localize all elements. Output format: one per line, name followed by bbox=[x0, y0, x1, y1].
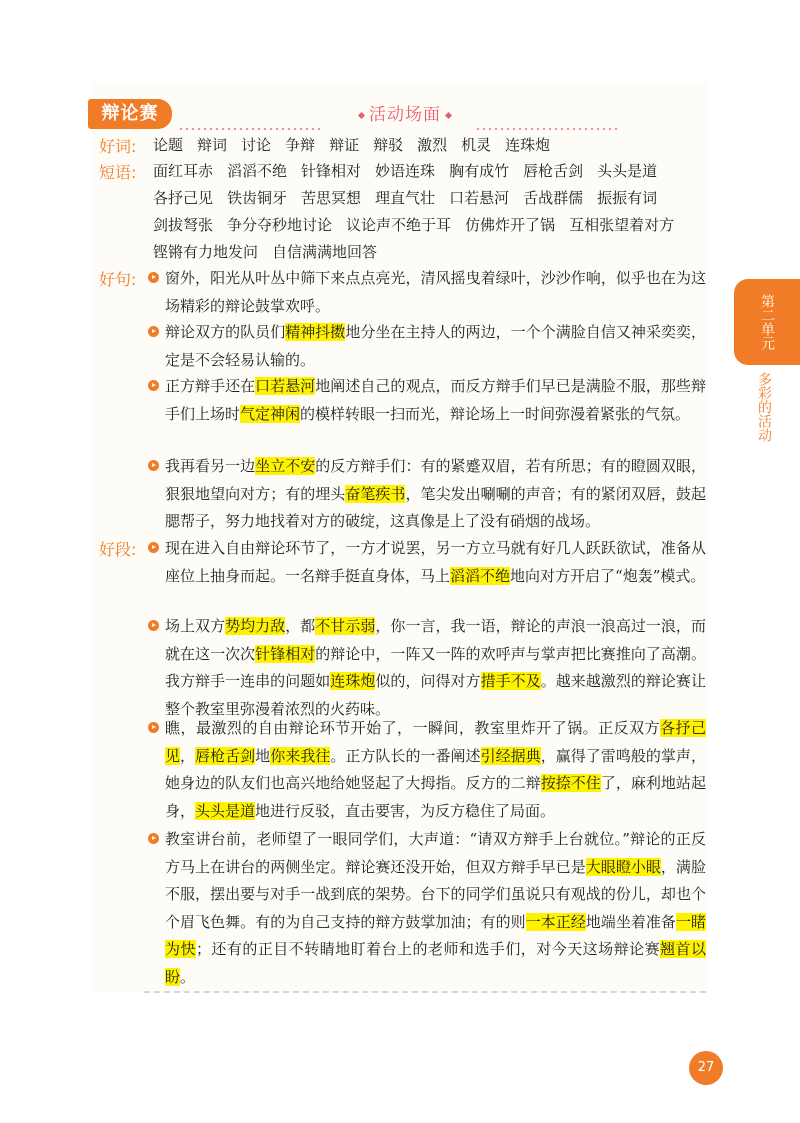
unit-tab[interactable]: 第二单元 bbox=[734, 279, 800, 365]
term: 仿佛炸开了锅 bbox=[465, 216, 556, 234]
highlighted-phrase: 大眼瞪小眼 bbox=[585, 857, 661, 876]
term: 剑拔弩张 bbox=[153, 216, 214, 234]
text-segment: 的辩论中，一阵又一阵的欢呼声与掌声把比赛推向了高潮。我方辩手一连串的问题如 bbox=[165, 644, 706, 690]
highlighted-phrase: 口若悬河 bbox=[255, 377, 316, 395]
sentence-item bbox=[150, 453, 706, 536]
text-segment: 地端坐着准备 bbox=[585, 912, 676, 931]
term: 议论声不绝于耳 bbox=[346, 216, 452, 234]
highlighted-phrase: 连珠炮 bbox=[330, 672, 376, 690]
sentence-item bbox=[150, 319, 706, 374]
text-segment: 似的，问得对方 bbox=[375, 672, 481, 690]
term: 铁齿铜牙 bbox=[227, 189, 288, 207]
highlighted-phrase: 措手不及 bbox=[480, 672, 541, 690]
phrases-row-1 bbox=[153, 160, 671, 182]
highlighted-phrase: 你来我往 bbox=[270, 746, 331, 765]
term: 论题 bbox=[153, 136, 184, 154]
paragraphs-label: 好段: bbox=[99, 540, 137, 559]
highlighted-phrase: 引经据典 bbox=[480, 746, 541, 765]
play-bullet-icon bbox=[148, 380, 159, 391]
term: 辩词 bbox=[197, 136, 228, 154]
text-segment: 的模样转眼一扫而光，辩论场上一时间弥漫着紧张的气氛。 bbox=[300, 404, 691, 423]
paragraph-item bbox=[150, 535, 706, 590]
term: 争分夺秒地讨论 bbox=[227, 216, 333, 234]
highlighted-phrase: 气定神闲 bbox=[240, 404, 301, 423]
diamond-icon bbox=[358, 111, 365, 118]
text-segment: 我再看另一边 bbox=[165, 457, 256, 475]
text-segment: ，都 bbox=[285, 617, 316, 635]
term: 自信满满地回答 bbox=[272, 243, 378, 261]
highlighted-phrase: 势均力敌 bbox=[225, 617, 286, 635]
text-segment: 的反方辩手们：有的紧蹙双眉，若有所思；有的瞪圆双眼，狠狠地望向对方；有的埋头 bbox=[165, 457, 706, 503]
text-segment: 窗外，阳光从叶丛中筛下来点点亮光，清风摇曳着绿叶，沙沙作响，似乎也在为这场精彩的辩论鼓掌欢呼。 bbox=[165, 269, 706, 315]
text-segment: ，笔尖发出唰唰的声音；有的紧闭双唇，鼓起腮帮子，努力地找着对方的破绽，这真像是上了没有硝烟的战场。 bbox=[165, 484, 706, 530]
text-segment: 。越来越激烈的辩论赛让整个教室里弥漫着浓烈的火药味。 bbox=[165, 672, 706, 718]
play-bullet-icon bbox=[148, 542, 159, 553]
term: 苦思冥想 bbox=[301, 189, 362, 207]
term: 理直气壮 bbox=[375, 189, 436, 207]
highlighted-phrase: 头头是道 bbox=[195, 801, 256, 820]
term: 胸有成竹 bbox=[449, 162, 510, 180]
text-segment: 地进行反驳，直击要害，为反方稳住了局面。 bbox=[255, 801, 556, 820]
term: 讨论 bbox=[241, 136, 272, 154]
term: 争辩 bbox=[285, 136, 316, 154]
term: 妙语连珠 bbox=[375, 162, 436, 180]
phrases-row-2 bbox=[153, 187, 671, 209]
play-bullet-icon bbox=[148, 326, 159, 337]
highlighted-phrase: 针锋相对 bbox=[255, 644, 316, 663]
phrases-row-4 bbox=[153, 241, 391, 263]
term: 口若悬河 bbox=[449, 189, 510, 207]
term: 头头是道 bbox=[597, 162, 658, 180]
text-segment: 地分坐在主持人的两边，一个个满脸自信又神采奕奕，定是不会轻易认输的。 bbox=[165, 323, 706, 369]
text-segment: 地向对方开启了“炮轰”模式。 bbox=[510, 566, 706, 585]
title-rule-left bbox=[178, 128, 323, 130]
diamond-icon bbox=[445, 111, 452, 118]
highlighted-phrase: 坐立不安 bbox=[255, 457, 316, 475]
highlighted-phrase: 一睹为快 bbox=[165, 912, 706, 958]
text-segment: 瞧，最激烈的自由辩论环节开始了，一瞬间，教室里炸开了锅。正反双方 bbox=[165, 719, 661, 737]
vocab-label: 好词: bbox=[99, 137, 137, 156]
text-segment: 地 bbox=[255, 746, 271, 765]
term: 唇枪舌剑 bbox=[523, 162, 584, 180]
highlighted-phrase: 按捺不住 bbox=[540, 774, 601, 792]
vocab-words bbox=[153, 134, 564, 156]
text-segment: ，赢得了雷鸣般的掌声，她身边的队友们也高兴地给她竖起了大拇指。反方的二辩 bbox=[165, 746, 706, 792]
term: 连珠炮 bbox=[505, 136, 551, 154]
text-segment: 辩论双方的队员们 bbox=[165, 323, 286, 341]
highlighted-phrase: 唇枪舌剑 bbox=[195, 746, 256, 765]
text-segment: 正方辩手还在 bbox=[165, 377, 256, 395]
highlighted-phrase: 滔滔不绝 bbox=[450, 566, 511, 585]
page-number: 27 bbox=[689, 1051, 723, 1085]
text-segment: 。正方队长的一番阐述 bbox=[330, 746, 481, 765]
sentence-item bbox=[150, 373, 706, 428]
highlighted-phrase: 一本正经 bbox=[525, 912, 586, 931]
highlighted-phrase: 奋笔疾书 bbox=[345, 484, 406, 503]
phrases-row-3 bbox=[153, 214, 688, 236]
text-segment: 现在进入自由辩论环节了，一方才说罢，另一方立马就有好几人跃跃欲试，准备从座位上抽身而起。一名辩手挺直身体，马上 bbox=[165, 539, 706, 585]
term: 辩证 bbox=[329, 136, 360, 154]
paragraph-item bbox=[150, 613, 706, 723]
section-title bbox=[340, 102, 470, 128]
term: 振振有词 bbox=[597, 189, 658, 207]
highlighted-phrase: 不甘示弱 bbox=[315, 617, 376, 635]
play-bullet-icon bbox=[148, 272, 159, 283]
text-segment: 了，麻利地站起身， bbox=[165, 774, 706, 820]
text-segment: ，你一言，我一语，辩论的声浪一浪高过一浪，而就在这一次次 bbox=[165, 617, 706, 663]
term: 铿锵有力地发问 bbox=[153, 243, 259, 261]
sentences-label: 好句: bbox=[99, 270, 137, 289]
sentence-item bbox=[150, 265, 706, 320]
section-tab: 辩论赛 bbox=[88, 99, 172, 129]
paragraph-item bbox=[150, 826, 706, 991]
paragraph-item bbox=[150, 715, 706, 825]
text-segment: 教室讲台前，老师望了一眼同学们，大声道：“请双方辩手上台就位。”辩论的正反方马上在讲台的两侧坐定。辩论赛还没开始，但双方辩手早已是 bbox=[165, 830, 706, 876]
term: 滔滔不绝 bbox=[227, 162, 288, 180]
highlighted-phrase: 精神抖擞 bbox=[285, 323, 346, 341]
text-segment: 地阐述自己的观点，而反方辩手们早已是满脸不服，那些辩手们上场时 bbox=[165, 377, 706, 423]
section-title-text: 活动场面 bbox=[369, 105, 441, 125]
play-bullet-icon bbox=[148, 620, 159, 631]
term: 舌战群儒 bbox=[523, 189, 584, 207]
unit-theme: 多彩的活动 bbox=[756, 372, 772, 442]
text-segment: ，满脸不服，摆出要与对手一战到底的架势。台下的同学们虽说只有观战的份儿，却也个个眉飞色舞。有的为自己支持的辩方鼓掌加油；有的则 bbox=[165, 857, 706, 931]
text-segment: ；还有的正目不转睛地盯着台上的老师和选手们，对今天这场辩论赛 bbox=[195, 940, 661, 958]
title-rule-right bbox=[475, 128, 620, 130]
play-bullet-icon bbox=[148, 722, 159, 733]
term: 面红耳赤 bbox=[153, 162, 214, 180]
text-segment: 场上双方 bbox=[165, 617, 226, 635]
term: 辩驳 bbox=[373, 136, 404, 154]
text-segment: 。 bbox=[180, 967, 196, 986]
text-segment: ， bbox=[180, 746, 196, 765]
play-bullet-icon bbox=[148, 833, 159, 844]
highlighted-phrase: 翘首以盼 bbox=[165, 940, 706, 986]
term: 激烈 bbox=[417, 136, 448, 154]
play-bullet-icon bbox=[148, 460, 159, 471]
term: 针锋相对 bbox=[301, 162, 362, 180]
term: 机灵 bbox=[461, 136, 492, 154]
phrases-label: 短语: bbox=[99, 163, 137, 182]
term: 互相张望着对方 bbox=[569, 216, 675, 234]
bottom-divider bbox=[144, 991, 706, 993]
highlighted-phrase: 各抒己见 bbox=[165, 719, 706, 765]
term: 各抒己见 bbox=[153, 189, 214, 207]
